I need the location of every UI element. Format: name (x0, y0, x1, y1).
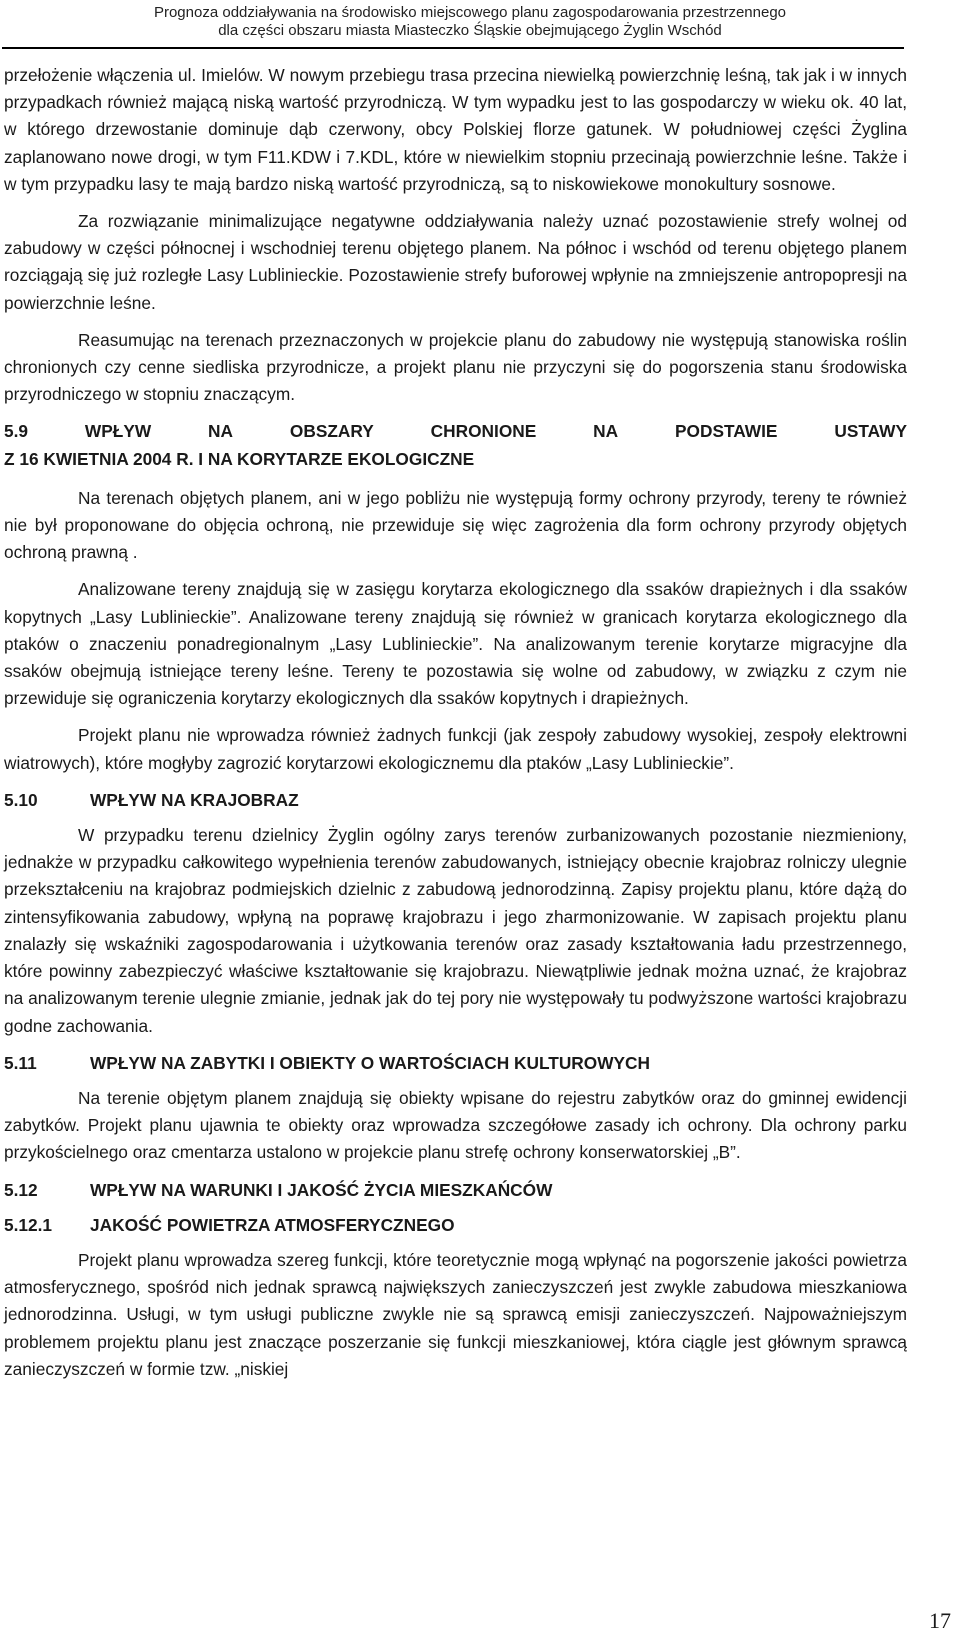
heading-text: WPŁYW NA ZABYTKI I OBIEKTY O WARTOŚCIACH KULTUROWYCH (90, 1052, 651, 1073)
header-title-line-1: Prognoza oddziaływania na środowisko miejscowego planu zagospodarowania przestrzennego (153, 4, 787, 21)
header-title-line-2: dla części obszaru miasta Miasteczko Śląskie obejmującego Żyglin Wschód (218, 22, 722, 39)
heading-number: 5.11 (4, 1052, 37, 1073)
section-heading-5-9 (4, 418, 907, 472)
heading-text: WPŁYW NA KRAJOBRAZ (90, 789, 299, 810)
heading-number: 5.12 (4, 1179, 38, 1200)
paragraph-ecological-corridors: Analizowane tereny znajdują się w zasięgu korytarza ekologicznego dla ssaków drapieżnych i dla ssaków kopytnych „Lasy Lublinieckie”. Analizowane tereny znajdują się również w granicach korytarza ekologicznego dla ptaków o znaczeniu ponadregionalnym „Lasy Lublinieckie”. Na analizowanym terenie korytarze migracyjne dla ssaków obejmują istniejące tereny leśne. Tereny te pozostawia się wolne od zabudowy, w związku z czym nie przewiduje się ograniczenia korytarzy ekologicznych dla ssaków kopytnych i drapieżnych. (4, 579, 907, 709)
heading-text: WPŁYW NA WARUNKI I JAKOŚĆ ŻYCIA MIESZKAŃCÓW (90, 1179, 553, 1200)
heading-word: WPŁYW (84, 421, 152, 442)
header-divider (2, 47, 904, 49)
section-heading-5-12-1 (4, 1212, 907, 1239)
heading-word: NA (208, 421, 234, 442)
heading-word: USTAWY (834, 421, 907, 442)
paragraph-landscape: W przypadku terenu dzielnicy Żyglin ogólny zarys terenów zurbanizowanych pozostanie niezmieniony, jednakże w przypadku całkowitego wypełnienia terenów zabudowanych, istniejący obecnie krajobraz rolniczy ulegnie przekształceniu na krajobraz podmiejskich dzielnic z zabudową jednorodzinną. Zapisy projektu planu, które dążą do zintensyfikowania zabudowy, wpłyną na poprawę krajobrazu i jego zharmonizowanie. W zapisach projektu planu znalazły się wskaźniki zagospodarowania i użytkowania terenów oraz zasady kształtowania ładu przestrzennego, które powinny zabezpieczyć właściwe kształtowanie się krajobrazu. Niewątpliwie jednak można uznać, że krajobraz na analizowanym terenie ulegnie zmianie, jednak jak do tej pory nie występowały tu podwyższone wartości krajobrazu godne zachowania. (4, 825, 907, 1036)
section-heading-5-10 (4, 787, 907, 814)
heading-number: 5.10 (4, 789, 38, 810)
section-heading-5-11 (4, 1050, 907, 1077)
heading-text: JAKOŚĆ POWIETRZA ATMOSFERYCZNEGO (90, 1214, 455, 1235)
document-body (4, 62, 907, 1393)
paragraph-air-quality: Projekt planu wprowadza szereg funkcji, które teoretycznie mogą wpłynąć na pogorszenie jakości powietrza atmosferycznego, spośród nich jednak sprawcą największych zanieczyszczeń jest zwykle zabudowa mieszkaniowa jednorodzinna. Usługi, w tym usługi publiczne zwykle nie są sprawcą emisji zanieczyszczeń. Najpoważniejszym problemem projektu planu jest znaczące poszerzanie się funkcji mieszkaniowej, która ciągle jest głównym sprawcą zanieczyszczeń w formie tzw. „niskiej (4, 1249, 907, 1379)
page-number: 17 (929, 1608, 951, 1633)
heading-number: 5.9 (4, 421, 29, 442)
heading-text-line-2: Z 16 KWIETNIA 2004 R. I NA KORYTARZE EKOLOGICZNE (4, 448, 475, 469)
heading-word: PODSTAWIE (675, 421, 778, 442)
heading-number: 5.12.1 (4, 1214, 53, 1235)
paragraph-protected-areas: Na terenach objętych planem, ani w jego pobliżu nie występują formy ochrony przyrody, tereny te również nie był proponowane do objęcia ochroną, nie przewiduje się więc zagrożenia dla form ochrony przyrody objętych ochroną prawną . (4, 487, 907, 563)
heading-word: OBSZARY (289, 421, 374, 442)
paragraph-forest-roads: przełożenie włączenia ul. Imielów. W nowym przebiegu trasa przecina niewielką powierzchnię leśną, tak jak i w innych przypadkach również mającą niską wartość przyrodniczą. W tym wypadku jest to las gospodarczy w wieku ok. 40 lat, w którego drzewostanie dominuje dąb czerwony, obcy Polskiej florze gatunek. W południowej części Żyglina zaplanowano nowe drogi, w tym F11.KDW i 7.KDL, które w niewielkim stopniu przecinają powierzchnie leśne. Także i w tym przypadku lasy te mają bardzo niską wartość przyrodniczą, są to niskowiekowe monokultury sosnowe. (4, 65, 907, 194)
paragraph-buffer-zone: Za rozwiązanie minimalizujące negatywne oddziaływania należy uznać pozostawienie strefy wolnej od zabudowy w części północnej i wschodniej terenu objętego planem. Na północ i wschód od terenu objętego planem rozciągają się już rozległe Lasy Lublinieckie. Pozostawienie strefy buforowej wpłynie na zmniejszenie antropopresji na powierzchnie leśne. (4, 211, 907, 313)
paragraph-summary: Reasumując na terenach przeznaczonych w projekcie planu do zabudowy nie występują stanowiska roślin chronionych czy cenne siedliska przyrodnicze, a projekt planu nie przyczyni się do pogorszenia stanu środowiska przyrodniczego w stopniu znaczącym. (4, 329, 907, 405)
paragraph-bird-corridor: Projekt planu nie wprowadza również żadnych funkcji (jak zespoły zabudowy wysokiej, zespoły elektrowni wiatrowych), które mogłyby zagrozić korytarzowi ekologicznemu dla ptaków „Lasy Lublinieckie”. (4, 725, 907, 773)
section-heading-5-12 (4, 1177, 907, 1204)
heading-word: NA (593, 421, 619, 442)
paragraph-monuments: Na terenie objętym planem znajdują się obiekty wpisane do rejestru zabytków oraz do gminnej ewidencji zabytków. Projekt planu ujawnia te obiekty oraz wprowadza szczegółowe zasady ich ochrony. Dla ochrony parku przykościelnego oraz cmentarza ustalono w projekcie planu strefę ochrony konserwatorskiej „B”. (4, 1087, 907, 1163)
heading-word: CHRONIONE (430, 421, 537, 442)
